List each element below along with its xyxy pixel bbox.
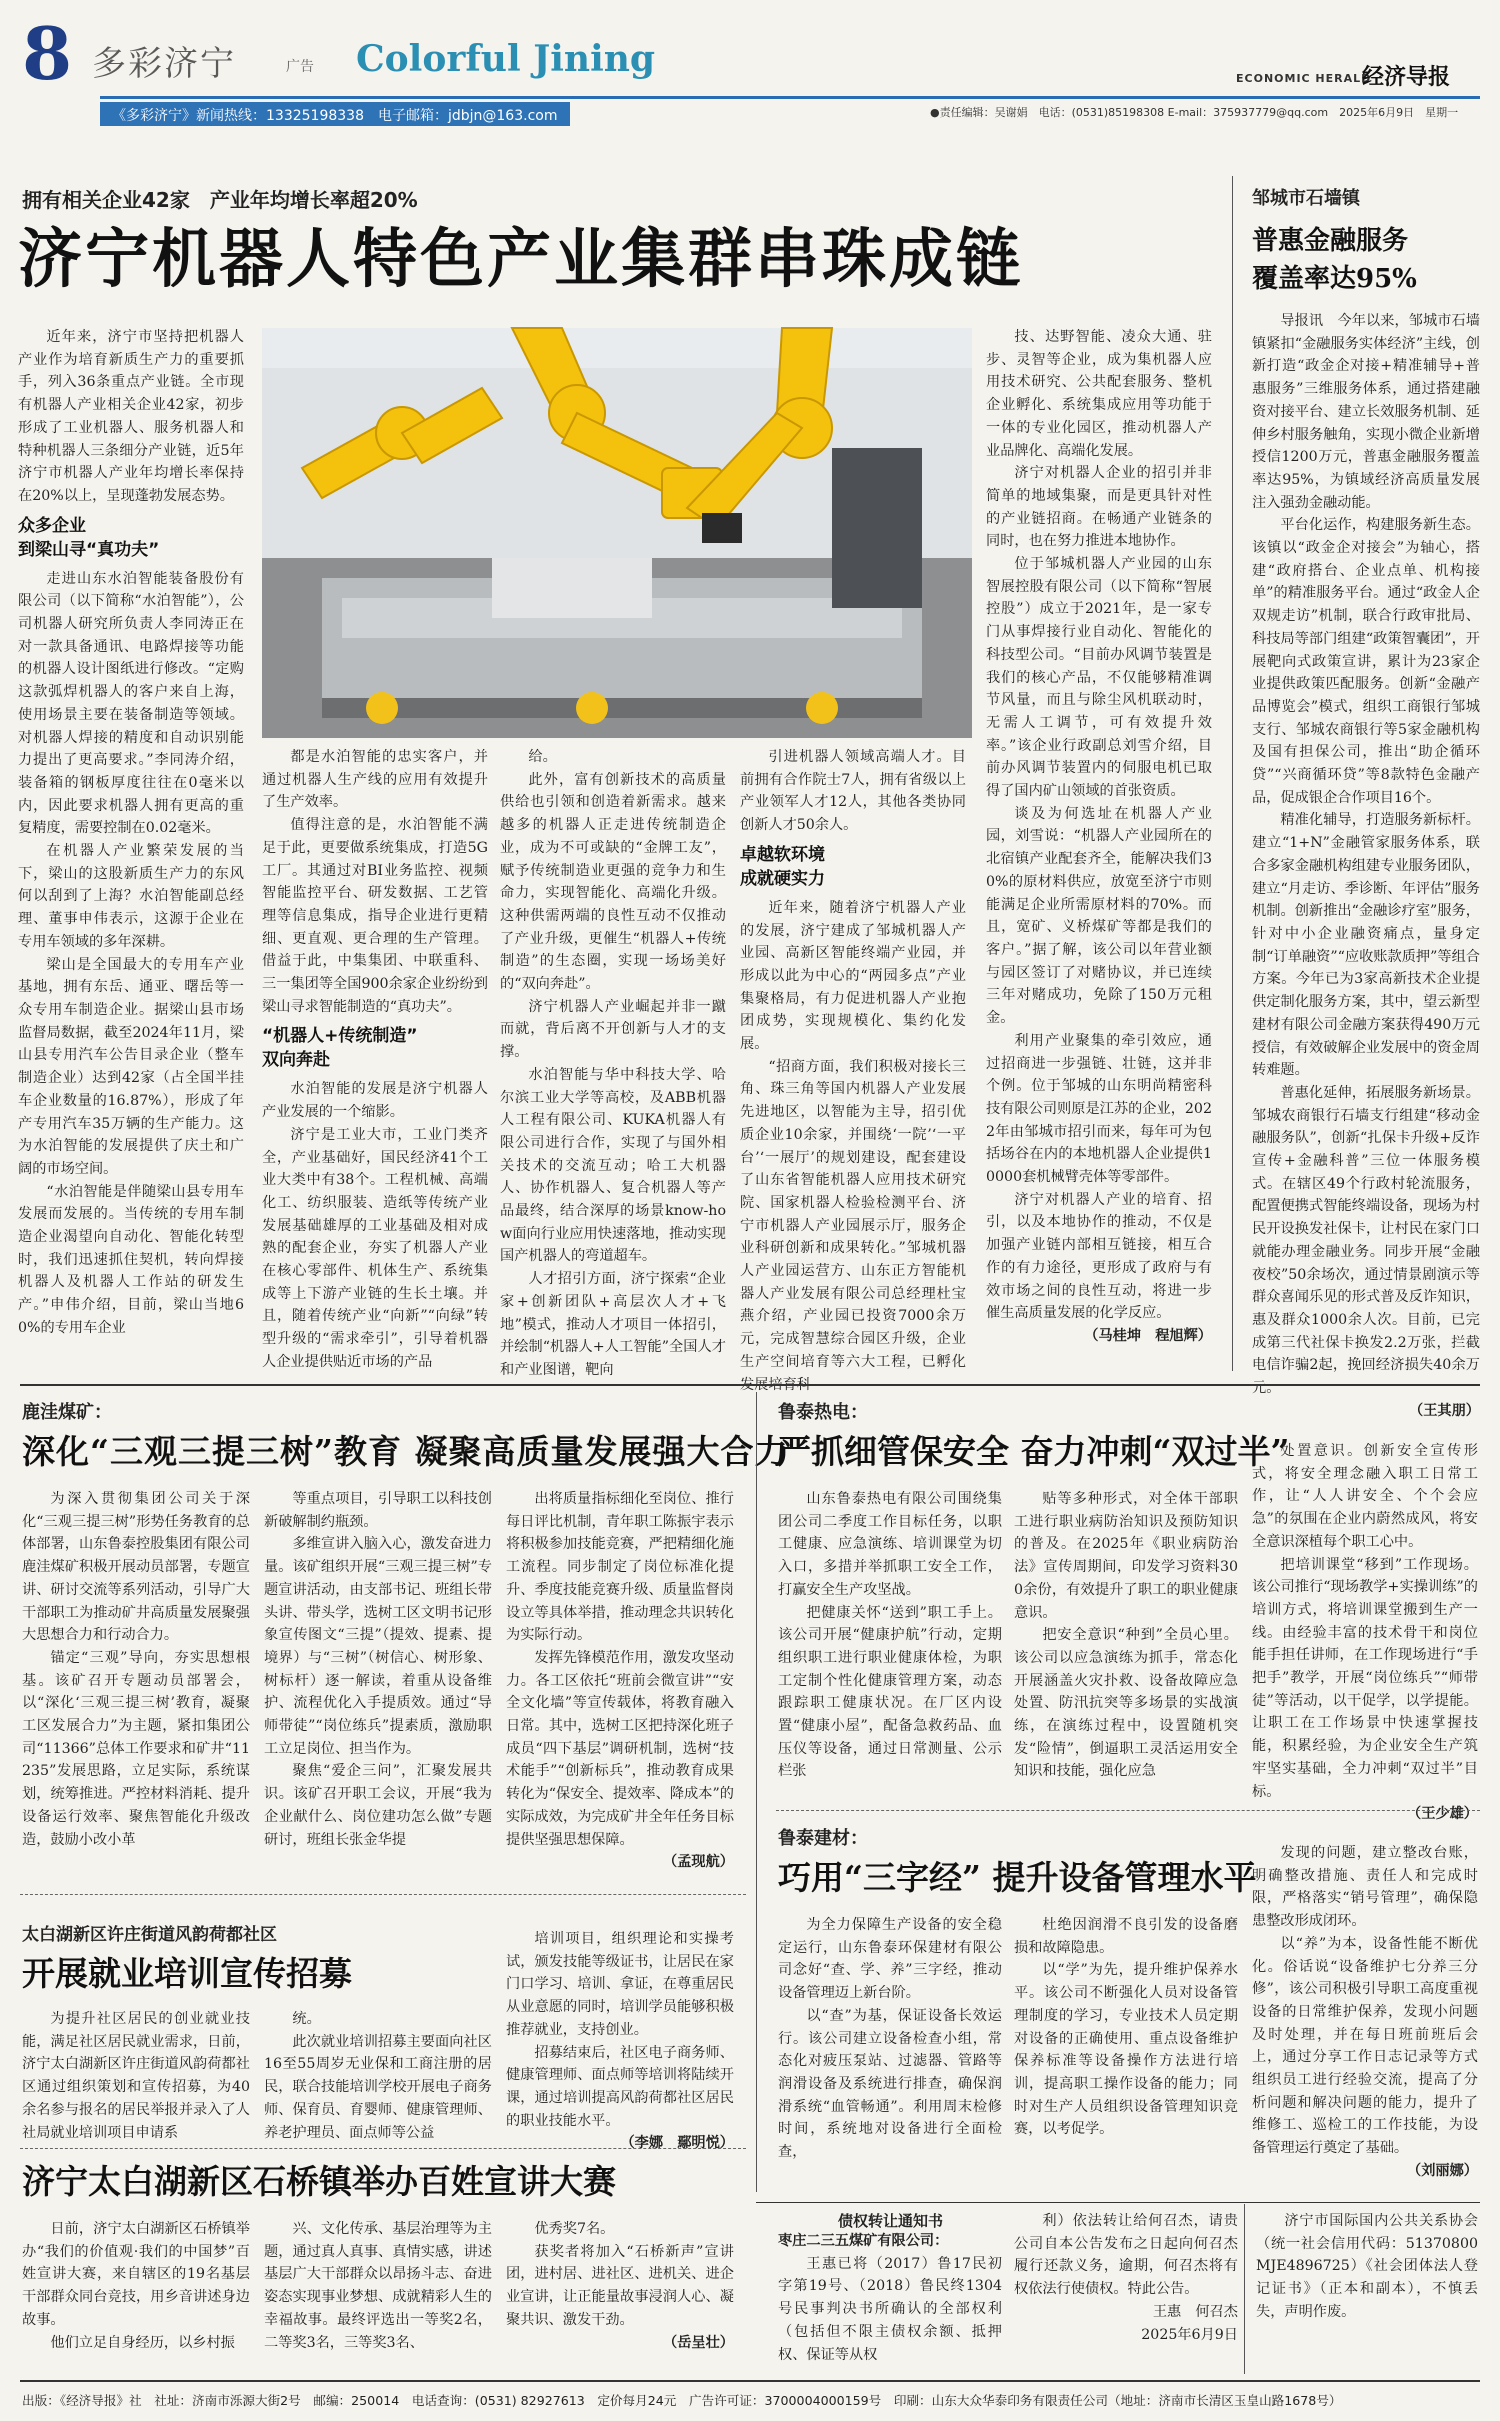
divider-notice [1244, 2204, 1245, 2374]
luwa-col-3 [506, 1488, 734, 1883]
paragraph: 济宁市国际国内公共关系协会（统一社会信用代码：51370800MJE4896725）《社会团体法人登记证书》（正本和副本），不慎丢失，声明作废。 [1256, 2213, 1478, 2320]
section-title-cn: 多彩济宁 [92, 44, 236, 84]
notice-title: 债权转让通知书 [838, 2212, 944, 2230]
side-body [1252, 310, 1480, 1419]
paragraph: 济宁对机器人企业的招引并非简单的地域集聚，而是更具针对性的产业链招商。在畅通产业链条的同时，也在努力推进本地协作。 [986, 465, 1212, 550]
byline: （岳呈壮） [663, 2334, 734, 2351]
paragraph: 把安全意识“种到”全员心里。该公司以应急演练为抓手，常态化开展涵盖火灾扑救、设备故障应急处置、防汛抗突等多场景的实战演练，在演练过程中，设置随机突发“险情”，倒逼职工灵活运用安全知识和技能，强化应急 [1014, 1627, 1238, 1780]
paragraph: 培训项目，组织理论和实操考试，颁发技能等级证书，让居民在家门口学习、培训、拿证，在尊重居民从业意愿的同时，培训学员能够积极推荐就业，支持创业。 [506, 1931, 734, 2038]
luwa-col-1 [22, 1488, 250, 1883]
byline: （马桂坤 程旭辉） [1084, 1327, 1212, 1344]
paragraph: 济宁机器人产业崛起并非一蹴而就，背后离不开创新与人才的支撑。 [500, 998, 726, 1061]
paragraph: 聚焦“爱企三问”，汇聚发展共识。该矿召开职工会议，开展“我为企业献什么、岗位建功怎么做”专题研讨，班组长张金华提 [264, 1763, 492, 1848]
paragraph: 锚定“三观”导向，夯实思想根基。该矿召开专题动员部署会，以“深化‘三观三提三树’教育，凝聚工区发展合力”为主题，紧扣集团公司“11366”总体工作要求和矿井“11235”发展思路，立足实际，系统谋划，统筹推进。严控材料消耗、提升设备运行效率、聚焦智能化升级改造，鼓励小改小革 [22, 1649, 250, 1848]
paragraph: “招商方面，我们积极对接长三角、珠三角等国内机器人产业发展先进地区，以智能为主导，招引优质企业10余家，并围绕‘一院’‘一平台’‘一展厅’的规划建设，配套建设了山东省智能机器人应用技术研究院、国家机器人检验检测平台、济宁市机器人产业园展示厅，服务企业科研创新和成果转化。”邹城机器人产业园运营方、山东正方智能机器人产业发展有限公司总经理杜宝燕介绍，产业园已投资7000余万元，完成智慧综合园区升级，企业生产空间培育等六大工程，已孵化发展培育科 [740, 1058, 966, 1393]
notice-right [1014, 2210, 1238, 2370]
paragraph: 导报讯 今年以来，邹城市石墙镇紧扣“金融服务实体经济”主线，创新打造“政金企对接+精准辅导+普惠服务”三维服务体系，通过搭建融资对接平台、建立长效服务机制、延伸乡村服务触角，实现小微企业新增授信1200万元，普惠金融服务覆盖率达95%，为镇域经济高质量发展注入强劲金融动能。 [1252, 313, 1480, 511]
paper-name-cn: 经济导报 [1362, 64, 1451, 90]
byline: （孟现航） [663, 1854, 734, 1871]
lead-col-5 [986, 326, 1212, 1366]
byline: （王其朋） [1409, 1402, 1480, 1419]
section-title-en: Colorful Jining [356, 38, 656, 80]
paragraph: 杜绝因润滑不良引发的设备磨损和故障隐患。 [1014, 1917, 1238, 1956]
lead-col-4 [740, 746, 966, 1393]
paragraph: 近年来，济宁市坚持把机器人产业作为培育新质生产力的重要抓手，列入36条重点产业链。全市现有机器人产业相关企业42家，初步形成了工业机器人、服务机器人和特种机器人三条细分产业链，近5年济宁市机器人产业年均增长率保持在20%以上，呈现蓬勃发展态势。 [18, 329, 244, 504]
divider-mid [756, 1392, 757, 2192]
footer-text: 出版：《经济导报》社 社址：济南市泺源大街2号 邮编：250014 电话查询：(0531) 82927613 定价每月24元 广告许可证：3700004000159号 印刷：山东大众华泰印务有限责任公司（地址：济南市长清区玉皇山路1678号） [22, 2393, 1342, 2408]
paragraph: 给。 [528, 749, 557, 765]
paragraph: 王惠已将（2017）鲁17民初字第19号、（2018）鲁民终1304号民事判决书所确认的全部权利（包括但不限主债权余额、抵押权、保证等从权 [778, 2255, 1002, 2363]
robot-arm-photo [262, 328, 972, 738]
paragraph: 济宁是工业大市，工业门类齐全，产业基础好，国民经济41个工业大类中有38个。工程机械、高端化工、纺织服装、造纸等传统产业发展基础雄厚的工业基础及相对成熟的配套企业，夯实了机器人产业在核心零部件、机体生产、系统集成等上下游产业链的生长土壤。并且，随着传统产业“向新”“向绿”转型升级的“需求牵引”，引导着机器人企业提供贴近市场的产品 [262, 1126, 488, 1370]
paragraph: 位于邹城机器人产业园的山东智展控股有限公司（以下简称“智展控股”）成立于2021年，是一家专门从事焊接行业自动化、智能化的科技型公司。“目前办风调节装置是我们的核心产品，不仅能够精准调节风量，而且与除尘风机联动时，无需人工调节，可有效提升效率。”该企业行政副总刘雪介绍，目前办风调节装置内的伺服电机已取得了国内矿山领域的首张资质。 [986, 556, 1212, 800]
paragraph: 利用产业聚集的牵引效应，通过招商进一步强链、壮链，这并非个例。位于邹城的山东明尚精密科技有限公司则原是江苏的企业，2022年由邹城市招引而来，每年可为包括场谷在内的本地机器人企业提供10000套机械臂壳体等零部件。 [986, 1032, 1212, 1186]
shiqiao-headline: 济宁太白湖新区石桥镇举办百姓宣讲大赛 [22, 2162, 616, 2201]
paragraph: 引进机器人领域高端人才。目前拥有合作院士7人，拥有省级以上产业领军人才12人，其他各类协同创新人才50余人。 [740, 749, 966, 834]
page-number: 8 [22, 11, 73, 96]
jiancai-col-3 [1252, 1842, 1478, 2194]
paragraph: 水泊智能与华中科技大学、哈尔滨工业大学等高校，及ABB机器人工程有限公司、KUKA机器人有限公司进行合作，实现了与国外相关技术的交流互动；哈工大机器人、协作机器人、复合机器人等产品最终，结合深厚的场景know-how面向行业应用快速落地，推动实现国产机器人的弯道超车。 [500, 1066, 726, 1265]
paragraph: 谈及为何选址在机器人产业园，刘雪说：“机器人产业园所在的北宿镇产业配套齐全，能解决我们30%的原材料供应，放宽至济宁市则能满足企业所需原材料的70%。而且，宽矿、义桥煤矿等都是我们的客户。”据了解，该公司以年营业额与园区签订了对赌协议，并已连续三年对赌成功，免除了150万元租金。 [986, 805, 1212, 1027]
paragraph: 山东鲁泰热电有限公司围绕集团公司二季度工作目标任务，以职工健康、应急演练、培训课堂为切入口，多措并举抓职工安全工作，打赢安全生产攻坚战。 [778, 1491, 1002, 1598]
notice-signature: 2025年6月9日 [1141, 2326, 1238, 2343]
rule-hedu [20, 2148, 746, 2149]
side-headline: 普惠金融服务 覆盖率达95% [1252, 226, 1417, 294]
shiqiao-col-2 [264, 2218, 492, 2364]
robot-illustration [262, 328, 972, 738]
lead-col-1 [18, 326, 244, 1366]
paragraph: 济宁对机器人产业的培育、招引，以及本地协作的推动，不仅是加强产业链内部相互链接，相互合作的有力途径，更形成了政府与有效市场之间的良性互动，将进一步催生高质量发展的化学反应。 [986, 1191, 1212, 1322]
paragraph: 把健康关怀“送到”职工手上。该公司开展“健康护航”行动，定期组织职工进行职业健康体检，为职工定制个性化健康管理方案，动态跟踪职工健康状况。在厂区内设置“健康小屋”，配备急救药品、血压仪等设备，通过日常测量、公示栏张 [778, 1604, 1002, 1780]
paragraph: 近年来，随着济宁机器人产业的发展，济宁建成了邹城机器人产业园、高新区智能终端产业园，并形成以此为中心的“两园多点”产业集聚格局，有力促进机器人产业抱团成势，实现规模化、集约化发展。 [740, 899, 966, 1053]
paragraph: 以“养”为本，设备性能不断优化。俗话说“设备维护七分养三分修”，该公司积极引导职工高度重视设备的日常维护保养，发现小问题及时处理，并在每日班前班后会上，通过分享工作日志记录等方式组织员工进行经验交流，提高了分析问题和解决问题的能力，提升了维修工、巡检工的工作技能，为设备管理运行奠定了基础。 [1252, 1935, 1478, 2157]
hotline-bar [100, 102, 570, 126]
paragraph: 把培训课堂“移到”工作现场。该公司推行“现场教学+实操训练”的培训方式，将培训课堂搬到生产一线。由经验丰富的技术骨干和岗位能手担任讲师，在工作现场进行“手把手”教学，开展“岗位练兵”“师带徒”等活动，以干促学，以学提能。让职工在工作场景中快速掌握技能，积累经验，为企业安全生产筑牢坚实基础，全力冲刺“双过半”目标。 [1252, 1556, 1478, 1800]
luwa-col-2 [264, 1488, 492, 1883]
paragraph: 为深入贯彻集团公司关于深化“三观三提三树”形势任务教育的总体部署，山东鲁泰控股集团有限公司鹿洼煤矿积极开展动员部署，专题宣讲、研讨交流等系列活动，引导广大干部职工为推动矿井高质量发展聚强大思想合力和行动合力。 [22, 1491, 250, 1644]
paragraph: 技、达野智能、凌众大通、驻步、灵智等企业，成为集机器人应用技术研究、公共配套服务、整机企业孵化、系统集成应用等功能于一体的专业化园区，推动机器人产业品牌化、高端化发展。 [986, 329, 1212, 459]
shiqiao-col-1 [22, 2218, 250, 2364]
editor-info: ●责任编辑：吴谢娟 电话：(0531)85198308 E-mail：375937779@qq.com 2025年6月9日 星期一 [930, 106, 1459, 119]
paragraph: 以“查”为基，保证设备长效运行。该公司建立设备检查小组，常态化对疲压泵站、过滤器、管路等润滑设备及系统进行排查，确保润滑系统“血管畅通”。利用周末检修时间，系统地对设备进行全面检查， [778, 2007, 1002, 2161]
divider-side [1232, 176, 1233, 1371]
byline: （李娜 鄢明悦） [620, 2135, 734, 2152]
byline: （刘丽娜） [1407, 2162, 1478, 2179]
section-subhead: 众多企业 到梁山寻“真功夫” [18, 515, 160, 560]
lead-headline: 济宁机器人特色产业集群串珠成链 [18, 222, 1023, 297]
paragraph: 此次就业培训招募主要面向社区16至55周岁无业保和工商注册的居民，联合技能培训学校开展电子商务师、保育员、育婴师、健康管理师、养老护理员、面点师等公益 [264, 2033, 492, 2141]
paragraph: 为提升社区居民的创业就业技能，满足社区居民就业需求，日前，济宁太白湖新区许庄街道风韵荷都社区通过组织策划和宣传招募，为40余名参与报名的居民举报并录入了人社局就业培训项目申请系 [22, 2011, 250, 2141]
paragraph: 走进山东水泊智能装备股份有限公司（以下简称“水泊智能”），公司机器人研究所负责人李同涛正在对一款具备通讯、电路焊接等功能的机器人设计图纸进行修改。“定购这款弧焊机器人的客户来自上海，使用场景主要在装备制造等领域。对机器人焊接的精度和自动识别能力提出了更高要求。”李同涛介绍，装备箱的钢板厚度往往在0毫米以内，因此要求机器人拥有更高的重复精度，需要控制在0.02毫米。 [18, 570, 244, 837]
section-subhead: 卓越软环境 成就硬实力 [740, 844, 825, 889]
byline: （王少雄） [1407, 1806, 1478, 1823]
shiqiao-col-3 [506, 2218, 734, 2364]
redian-col-1 [778, 1488, 1002, 1800]
paragraph: 处置意识。创新安全宣传形式，将安全理念融入职工日常工作，让“人人讲安全、个个会应急”的氛围在企业内蔚然成风，将安全意识深植每个职工心中。 [1252, 1443, 1478, 1550]
paragraph: 此外，富有创新技术的高质量供给也引领和创造着新需求。越来越多的机器人正走进传统制造企业，成为不可或缺的“金牌工友”，赋予传统制造业更强的竞争力和生命力，实现智能化、高端化升级。这种供需两端的良性互动不仅推动了产业升级，更催生“机器人+传统制造”的生态圈，实现一场场美好的“双向奔赴”。 [500, 771, 726, 993]
notice-addressee: 枣庄二三五煤矿有限公司： [778, 2233, 949, 2249]
paper-name-en: ECONOMIC HERALD [1236, 72, 1372, 85]
paragraph: 发现的问题，建立整改台账，明确整改措施、责任人和完成时限，严格落实“销号管理”，确保隐患整改形成闭环。 [1252, 1845, 1478, 1930]
paragraph: “水泊智能是伴随梁山县专用车发展而发展的。当传统的专用车制造企业渴望向自动化、智能化转型时，我们迅速抓住契机，转向焊接机器人及机器人工作站的研发生产。”申伟介绍，目前，梁山当地60%的专用车企业 [18, 1183, 244, 1336]
ad-tag: 广告 [286, 59, 314, 75]
footer-rule [20, 2380, 1480, 2382]
redian-col-3 [1252, 1440, 1478, 1823]
jiancai-kicker: 鲁泰建材： [778, 1828, 868, 1849]
lead-col-2 [262, 746, 488, 1370]
jiancai-col-1 [778, 1914, 1002, 2194]
paragraph: 值得注意的是，水泊智能不满足于此，更要做系统集成，打造5G工厂。其通过对BI业务监控、视频智能监控平台、研发数据、工艺管理等信息集成，指导企业进行更精细、更直观、更合理的生产管理。借益于此，中集集团、中联重科、三一集团等全国900余家企业纷纷到梁山寻求智能制造的“真功夫”。 [262, 817, 488, 1015]
paragraph: 在机器人产业繁荣发展的当下，梁山的这股新质生产力的东风何以刮到了上海？水泊智能副总经理、董事申伟表示，这源于企业在专用车领域的多年深耕。 [18, 843, 244, 950]
redian-headline: 严抓细管保安全 奋力冲刺“双过半” [778, 1432, 1290, 1471]
paragraph: 平台化运作，构建服务新生态。该镇以“政金企对接会”为轴心，搭建“政府搭台、企业点单、机构接单”的精准服务平台。通过“政金人企双规走访”机制，联合行政审批局、科技局等部门组建“政策智囊团”，开展靶向式政策宣讲，累计为23家企业提供政策匹配服务。创新“金融产品博览会”模式，组织工商银行邹城支行、邹城农商银行等5家金融机构及国有担保公司，推出“助企循环贷”“兴商循环贷”等8款特色金融产品，促成银企合作项目16个。 [1252, 517, 1480, 806]
rule-redian [776, 1810, 1480, 1811]
hedu-col-3 [506, 1928, 734, 2190]
redian-kicker: 鲁泰热电： [778, 1402, 868, 1423]
paragraph: 人才招引方面，济宁探索“企业家+创新团队+高层次人才+飞地”模式，推动人才项目一体招引，并绘制“机器人+人工智能”全国人才和产业图谱，靶向 [500, 1271, 726, 1378]
luwa-headline: 深化“三观三提三树”教育 凝聚高质量发展强大合力 [22, 1432, 789, 1471]
luwa-kicker: 鹿洼煤矿： [22, 1402, 112, 1423]
rule-notice [756, 2202, 1480, 2203]
paragraph: 梁山是全国最大的专用车产业基地，拥有东岳、通亚、曙岳等一众专用车制造企业。据梁山县市场监督局数据，截至2024年11月，梁山县专用汽车公告目录企业（整车制造企业）达到42家（占全国半挂车企业数量的16.87%），形成了年产专用汽车35万辆的生产能力。这为水泊智能的发展提供了庆土和广阔的市场空间。 [18, 956, 244, 1177]
jiancai-col-2 [1014, 1914, 1238, 2194]
paragraph: 优秀奖7名。 [534, 2221, 615, 2237]
masthead-rule [100, 96, 1480, 99]
paragraph: 以“学”为先，提升维护保养水平。该公司不断强化人员对设备管理制度的学习，专业技术人员定期对设备的正确使用、重点设备维护保养标准等设备操作方法进行培训，提高职工操作设备的能力；同时对生产人员组织设备管理知识竞赛，以考促学。 [1014, 1962, 1238, 2138]
paragraph: 贴等多种形式，对全体干部职工进行职业病防治知识及预防知识的普及。在2025年《职业病防治法》宣传周期间，印发学习资料300余份，有效提升了职工的职业健康意识。 [1014, 1491, 1238, 1621]
side-kicker: 邹城市石墙镇 [1252, 188, 1360, 209]
paragraph: 兴、文化传承、基层治理等为主题，通过真人真事、真情实感，讲述基层广大干部群众以昂扬斗志、奋进姿态实现事业梦想、成就精彩人生的幸福故事。最终评选出一等奖2名，二等奖3名，三等奖3名、 [264, 2221, 492, 2351]
notice-signature: 王惠 何召杰 [1152, 2303, 1238, 2320]
paragraph: 精准化辅导，打造服务新标杆。建立“1+N”金融管家服务体系，联合多家金融机构组建专业服务团队，建立“月走访、季诊断、年评估”服务机制。创新推出“金融诊疗室”服务，针对中小企业融资痛点，量身定制“订单融资”“应收账款质押”等组合方案。今年已为3家高新技术企业提供定制化服务方案，其中，望云新型建材有限公司金融方案获得490万元授信，有效破解企业发展中的资金周转难题。 [1252, 812, 1480, 1079]
paragraph: 发挥先锋模范作用，激发攻坚动力。各工区依托“班前会微宣讲”“安全文化墙”等宣传载体，将教育融入日常。其中，选树工区把持深化班子成员“四下基层”调研机制，选树“技术能手”“创新标兵”，推动教育成果转化为“保安全、提效率、降成本”的实际成效，为完成矿井全年任务目标提供坚强思想保障。 [506, 1649, 734, 1848]
hotline-text: 《多彩济宁》新闻热线：13325198338 电子邮箱：jdbjn@163.com [112, 108, 558, 124]
jiancai-headline: 巧用“三字经” 提升设备管理水平 [778, 1858, 1257, 1897]
paragraph: 都是水泊智能的忠实客户，并通过机器人生产线的应用有效提升了生产效率。 [262, 749, 488, 811]
lead-kicker: 拥有相关企业42家 产业年均增长率超20% [22, 188, 418, 212]
paragraph: 为全力保障生产设备的安全稳定运行，山东鲁泰环保建材有限公司念好“查、学、养”三字经，推动设备管理迈上新台阶。 [778, 1917, 1002, 2002]
paragraph: 招募结束后，社区电子商务师、健康管理师、面点师等培训将陆续开课，通过培训提高风韵荷都社区居民的职业技能水平。 [506, 2044, 734, 2129]
hedu-kicker: 太白湖新区许庄街道风韵荷都社区 [22, 1925, 277, 1945]
rule-1 [20, 1384, 1480, 1386]
rule-luwa [20, 1894, 746, 1895]
paragraph: 出将质量指标细化至岗位、推行每日评比机制，青年职工陈振宇表示将积极参加技能竞赛，严把精细化施工流程。同步制定了岗位标准化提升、季度技能竞赛升级、质量监督岗设立等具体举措，推动理念共识转化为实际行动。 [506, 1491, 734, 1644]
paragraph: 统。 [292, 2011, 321, 2027]
paragraph: 获奖者将加入“石桥新声”宣讲团，进村居、进社区、进机关、进企业宣讲，让正能量故事浸润人心、凝聚共识、激发干劲。 [506, 2243, 734, 2328]
paragraph: 他们立足自身经历，以乡村振 [50, 2334, 235, 2351]
hedu-headline: 开展就业培训宣传招募 [22, 1954, 352, 1993]
paragraph: 多维宣讲入脑入心，激发奋进力量。该矿组织开展“三观三提三树”专题宣讲活动，由支部书记、班组长带头讲、带头学，选树工区文明书记形象宣传图文“三提”（提效、提素、提境界）与“三树”（树信心、树形象、树标杆）逐一解读，着重从设备维护、流程优化入手提质效。通过“导师带徒”“岗位练兵”提素质，激励职工立足岗位、担当作为。 [264, 1536, 492, 1757]
section-subhead: “机器人+传统制造” 双向奔赴 [262, 1026, 418, 1071]
lead-col-3 [500, 746, 726, 1378]
redian-col-2 [1014, 1488, 1238, 1800]
notice-left [778, 2230, 1002, 2370]
notice-loss [1256, 2210, 1478, 2370]
paragraph: 利）依法转让给何召杰，请贵公司自本公告发布之日起向何召杰履行还款义务，逾期，何召杰将有权依法行使债权。特此公告。 [1014, 2213, 1238, 2298]
paragraph: 日前，济宁太白湖新区石桥镇举办“我们的价值观·我们的中国梦”百姓宣讲大赛，来自辖区的19名基层干部群众同台竞技，用乡音讲述身边故事。 [22, 2221, 250, 2328]
paragraph: 等重点项目，引导职工以科技创新破解制约瓶颈。 [264, 1491, 492, 1530]
paragraph: 水泊智能的发展是济宁机器人产业发展的一个缩影。 [262, 1081, 488, 1121]
paragraph: 普惠化延伸，拓展服务新场景。邹城农商银行石墙支行组建“移动金融服务队”，创新“扎保卡升级+反诈宣传+金融科普”三位一体服务模式。在辖区49个行政村轮流服务，配置便携式智能终端设备，现场为村民开设换发社保卡，让村民在家门口就能办理金融业务。同步开展“金融夜校”50余场次，通过情景剧演示等群众喜闻乐见的形式普及反诈知识，惠及群众1000余人次。目前，已完成第三代社保卡换发2.2万张，拦截电信诈骗2起，挽回经济损失40余万元。 [1252, 1084, 1480, 1397]
